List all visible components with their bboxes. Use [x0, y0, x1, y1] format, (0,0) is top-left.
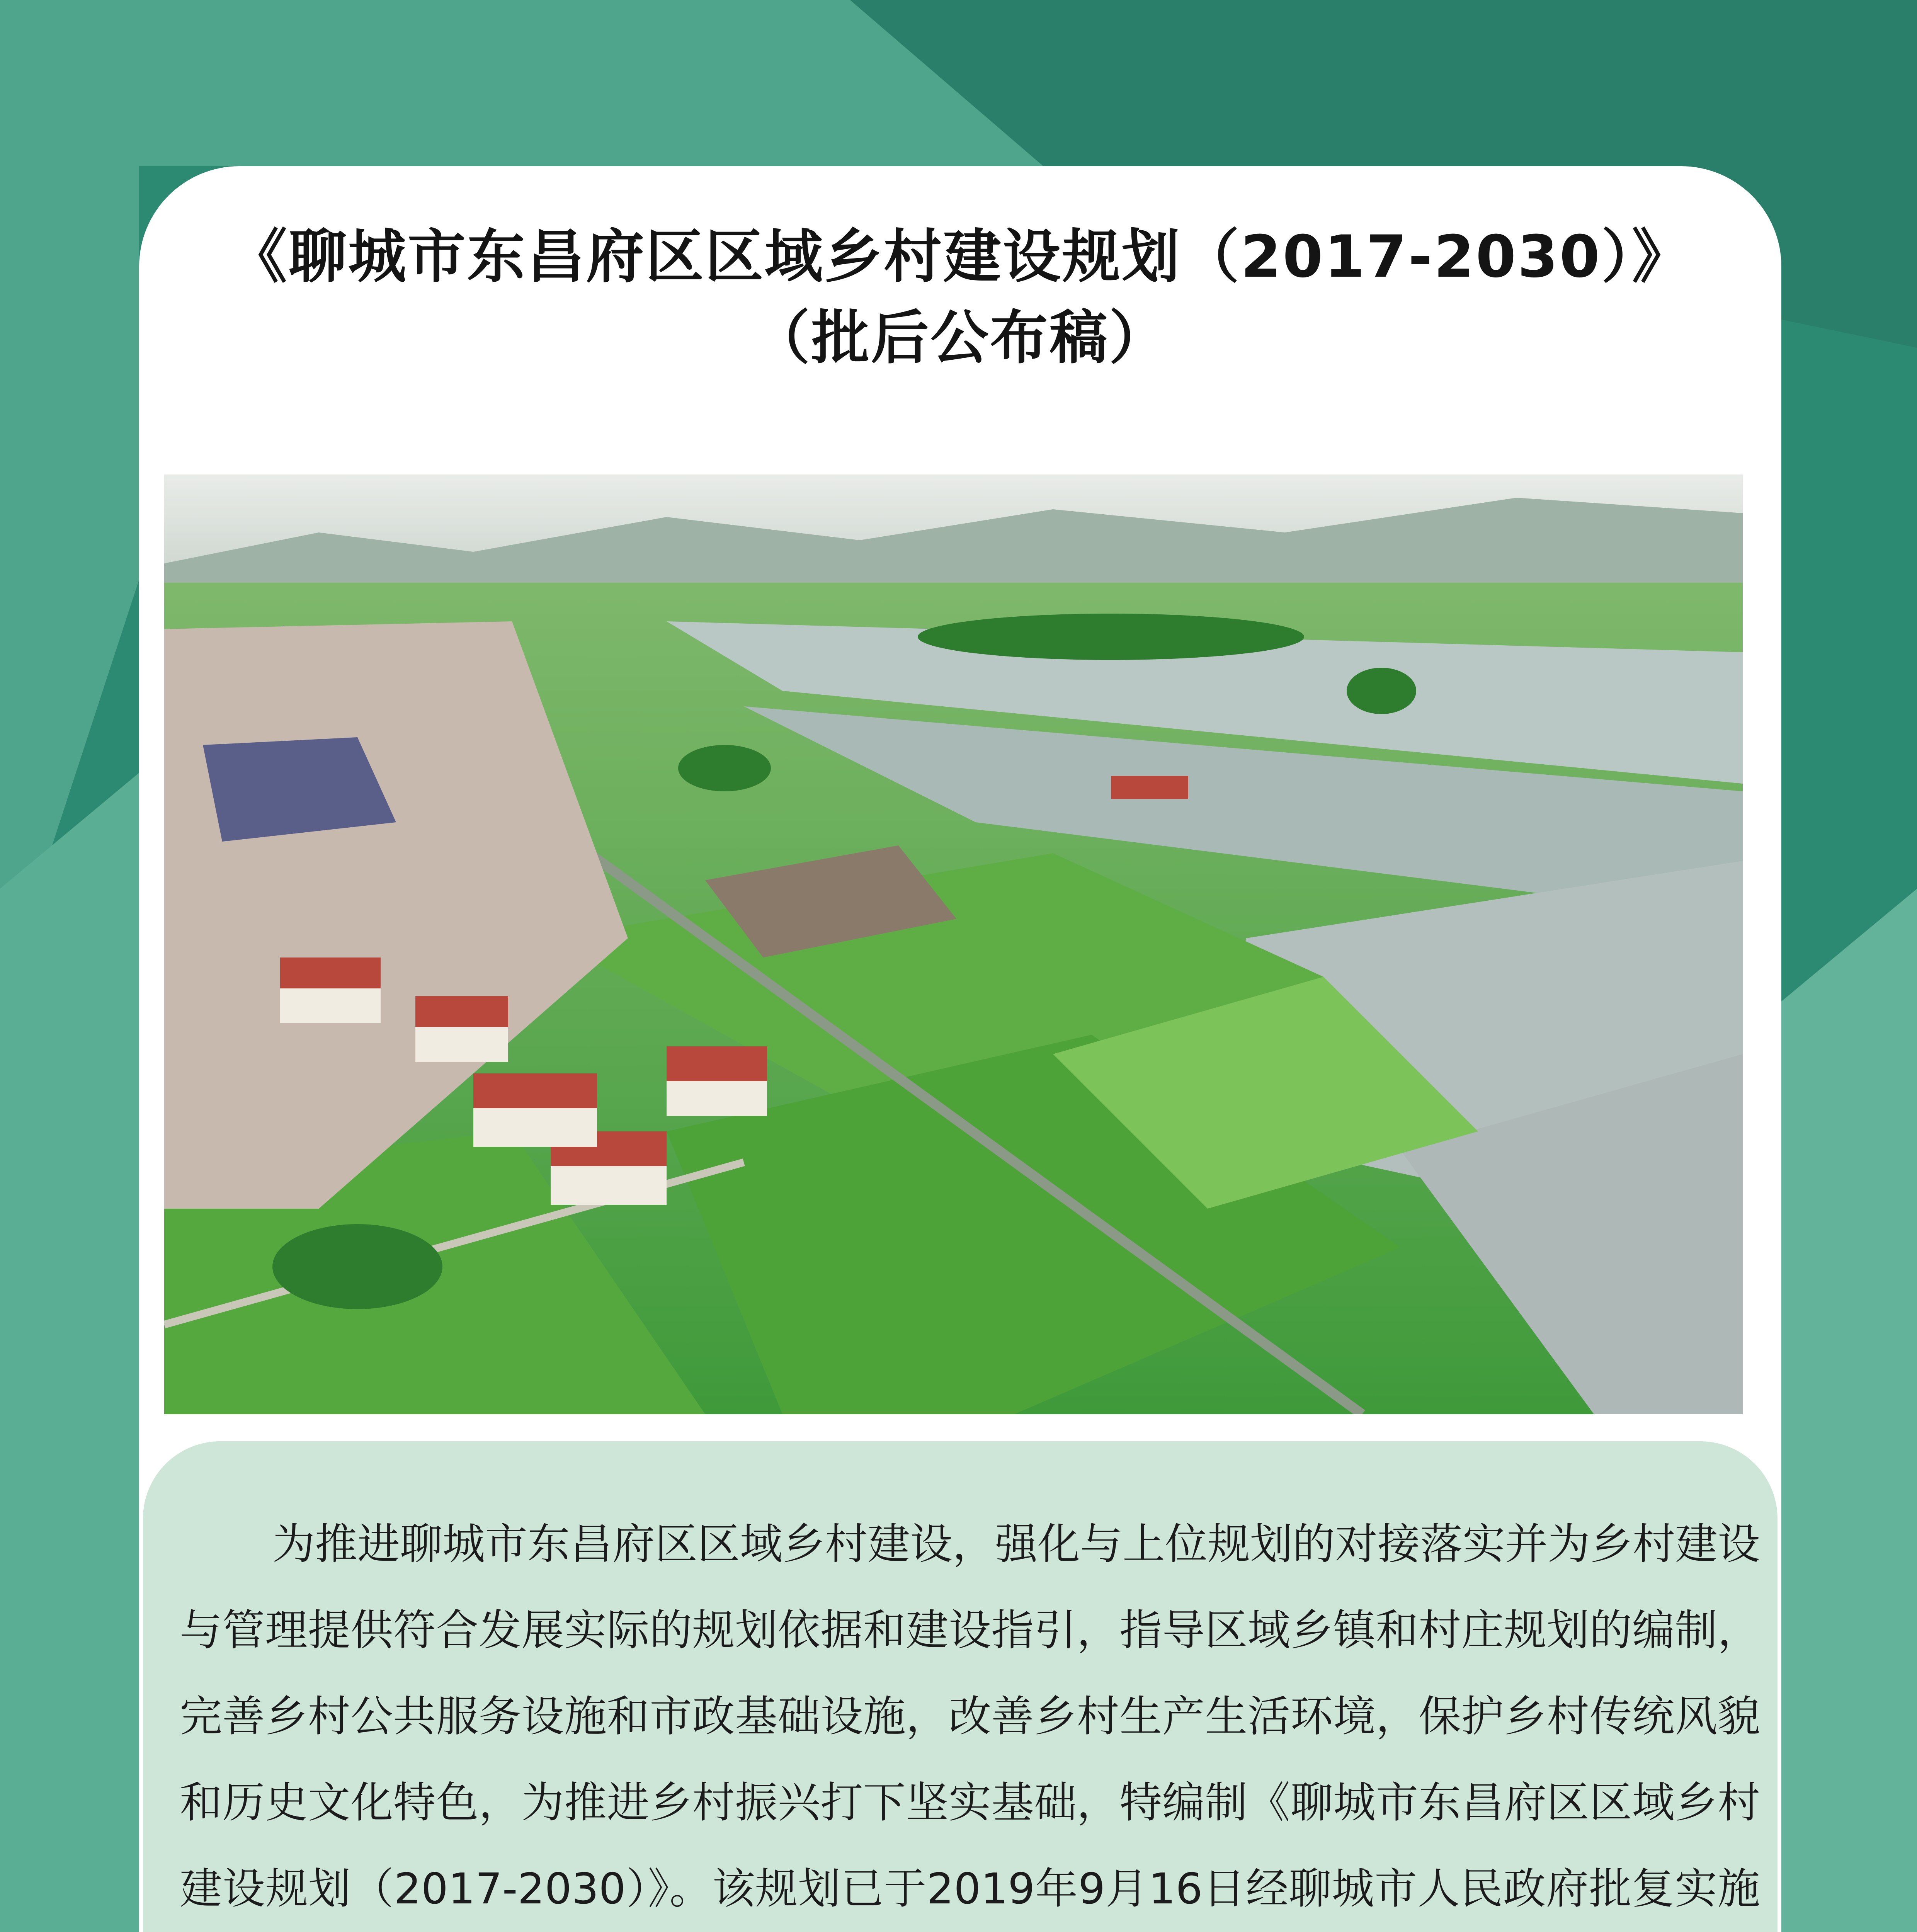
page-subtitle: （批后公布稿）	[752, 304, 1169, 372]
bg-light-shape-left	[0, 773, 139, 1932]
title-block	[139, 216, 1781, 379]
aerial-farmland-photo	[164, 474, 1743, 1414]
aerial-photo-illustration	[164, 474, 1743, 1414]
page-title: 《聊城市东昌府区区域乡村建设规划（2017-2030）》	[229, 223, 1692, 291]
intro-paragraph: 为推进聊城市东昌府区区域乡村建设，强化与上位规划的对接落实并为乡村建设与管理提供符合发展实际的规划依据和建设指引，指导区域乡镇和村庄规划的编制，完善乡村公共服务设施和市政基础设施，改善乡村生产生活环境，保护乡村传统风貌和历史文化特色，为推进乡村振兴打下坚实基础，特编制《聊城市东昌府区区域乡村建设规划（2017-2030）》。该规划已于2019年9月16日经聊城市人民政府批复实施	[180, 1519, 1760, 1913]
bg-light-shape-right	[1778, 889, 1917, 1932]
